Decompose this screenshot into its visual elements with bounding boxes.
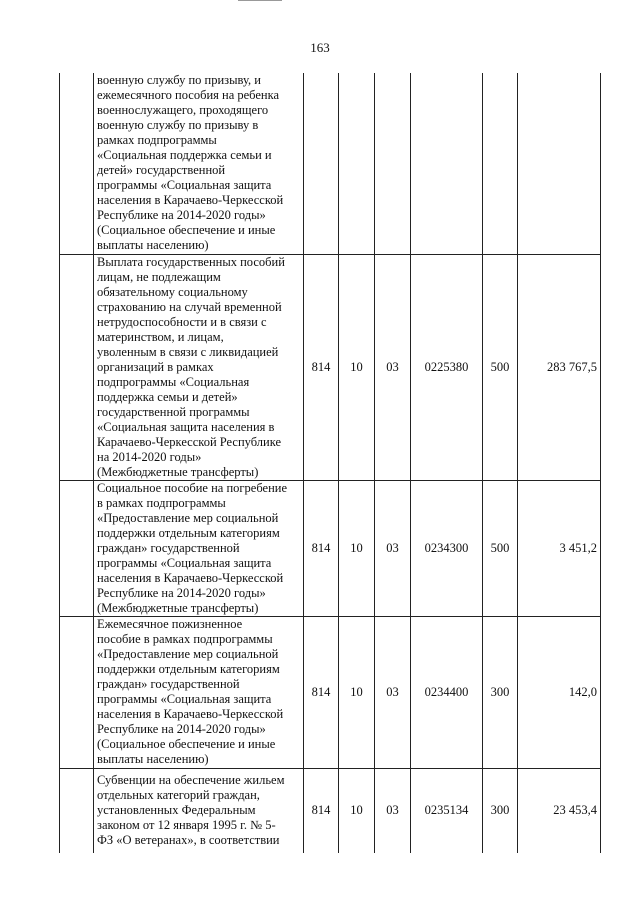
- description-line: (Социальное обеспечение и иные: [97, 737, 276, 751]
- description-line: «Предоставление мер социальной: [97, 647, 279, 661]
- amount-cell: 3 451,2: [518, 480, 601, 616]
- description-line: Республике на 2014-2020 годы»: [97, 722, 266, 736]
- subsection-code-cell: 03: [375, 480, 411, 616]
- table-row: [60, 480, 601, 616]
- description-line: (Социальное обеспечение и иные: [97, 223, 276, 238]
- description-line: «Социальная поддержка семьи и: [97, 148, 272, 163]
- subsection-code-cell: 03: [375, 768, 411, 853]
- section-code-cell: 10: [339, 768, 375, 853]
- description-cell: [94, 768, 304, 853]
- description-line: нетрудоспособности и в связи с: [97, 314, 267, 329]
- description-line: ФЗ «О ветеранах», в соответствии: [97, 833, 280, 848]
- description-line: ежемесячного пособия на ребенка: [97, 88, 280, 103]
- description-line: граждан» государственной: [97, 677, 240, 691]
- target-article-cell: [411, 73, 483, 254]
- description-line: подпрограммы «Социальная: [97, 374, 250, 389]
- section-code-cell: [339, 73, 375, 254]
- description-line: населения в Карачаево-Черкесской: [97, 707, 284, 721]
- description-line: Социальное пособие на погребение: [97, 480, 287, 495]
- section-code-cell: 10: [339, 480, 375, 616]
- target-article-cell: 0235134: [411, 768, 483, 853]
- description-line: выплаты населению): [97, 238, 209, 253]
- expense-type-cell: 300: [483, 768, 518, 853]
- description-line: рамках подпрограммы: [97, 133, 217, 148]
- description-line: программы «Социальная защита: [97, 692, 272, 706]
- description-line: обязательному социальному: [97, 284, 248, 299]
- description-line: (Межбюджетные трансферты): [97, 600, 259, 615]
- description-line: страхованию на случай временной: [97, 299, 282, 314]
- subsection-code-cell: 03: [375, 616, 411, 768]
- description-line: законом от 12 января 1995 г. № 5-: [97, 818, 276, 833]
- subsection-code-cell: 03: [375, 254, 411, 480]
- expense-type-cell: 300: [483, 616, 518, 768]
- description-line: «Предоставление мер социальной: [97, 510, 279, 525]
- page-number: 163: [310, 40, 330, 55]
- target-article-cell: 0234300: [411, 480, 483, 616]
- expense-type-cell: 500: [483, 480, 518, 616]
- description-line: установленных Федеральным: [97, 803, 256, 818]
- row-number-cell: [60, 480, 94, 616]
- description-line: Республике на 2014-2020 годы»: [97, 585, 266, 600]
- description-line: детей» государственной: [97, 163, 226, 178]
- description-cell: [94, 73, 304, 254]
- description-line: государственной программы: [97, 404, 250, 419]
- description-line: отдельных категорий граждан,: [97, 788, 260, 803]
- amount-cell: 283 767,5: [518, 254, 601, 480]
- row-number-cell: [60, 254, 94, 480]
- description-cell: [94, 616, 304, 768]
- description-line: Субвенции на обеспечение жильем: [97, 773, 285, 788]
- subsection-code-cell: [375, 73, 411, 254]
- scan-mark: [238, 0, 282, 1]
- description-line: населения в Карачаево-Черкесской: [97, 570, 284, 585]
- description-line: на 2014-2020 годы»: [97, 449, 202, 464]
- description-line: материнством, и лицам,: [97, 329, 224, 344]
- table-row: [60, 616, 601, 768]
- table-row: [60, 768, 601, 853]
- description-line: лицам, не подлежащим: [97, 269, 221, 284]
- budget-table-body: [60, 73, 601, 853]
- description-line: военную службу по призыву, и: [97, 73, 261, 88]
- description-line: поддержки отдельным категориям: [97, 525, 280, 540]
- budget-table: [59, 73, 601, 853]
- expense-type-cell: [483, 73, 518, 254]
- description-line: «Социальная защита населения в: [97, 419, 275, 434]
- table-row: [60, 73, 601, 254]
- ministry-code-cell: 814: [304, 254, 339, 480]
- description-line: поддержка семьи и детей»: [97, 389, 238, 404]
- description-line: программы «Социальная защита: [97, 178, 272, 193]
- ministry-code-cell: 814: [304, 768, 339, 853]
- target-article-cell: 0234400: [411, 616, 483, 768]
- target-article-cell: 0225380: [411, 254, 483, 480]
- description-line: уволенным в связи с ликвидацией: [97, 344, 279, 359]
- expense-type-cell: 500: [483, 254, 518, 480]
- section-code-cell: 10: [339, 616, 375, 768]
- description-line: в рамках подпрограммы: [97, 495, 226, 510]
- description-line: Республике на 2014-2020 годы»: [97, 208, 266, 223]
- description-line: поддержки отдельным категориям: [97, 662, 280, 676]
- description-line: Карачаево-Черкесской Республике: [97, 434, 282, 449]
- description-line: (Межбюджетные трансферты): [97, 464, 259, 479]
- description-line: населения в Карачаево-Черкесской: [97, 193, 284, 208]
- row-number-cell: [60, 73, 94, 254]
- amount-cell: [518, 73, 601, 254]
- amount-cell: 23 453,4: [518, 768, 601, 853]
- section-code-cell: 10: [339, 254, 375, 480]
- ministry-code-cell: 814: [304, 616, 339, 768]
- description-line: военную службу по призыву в: [97, 118, 259, 133]
- table-row: [60, 254, 601, 480]
- description-line: выплаты населению): [97, 752, 209, 766]
- ministry-code-cell: [304, 73, 339, 254]
- description-cell: [94, 480, 304, 616]
- description-line: Ежемесячное пожизненное: [97, 617, 243, 631]
- description-line: граждан» государственной: [97, 540, 240, 555]
- description-line: Выплата государственных пособий: [97, 254, 285, 269]
- description-cell: [94, 254, 304, 480]
- description-line: программы «Социальная защита: [97, 555, 272, 570]
- description-line: военнослужащего, проходящего: [97, 103, 269, 118]
- row-number-cell: [60, 768, 94, 853]
- amount-cell: 142,0: [518, 616, 601, 768]
- description-line: организаций в рамках: [97, 359, 214, 374]
- row-number-cell: [60, 616, 94, 768]
- ministry-code-cell: 814: [304, 480, 339, 616]
- description-line: пособие в рамках подпрограммы: [97, 632, 273, 646]
